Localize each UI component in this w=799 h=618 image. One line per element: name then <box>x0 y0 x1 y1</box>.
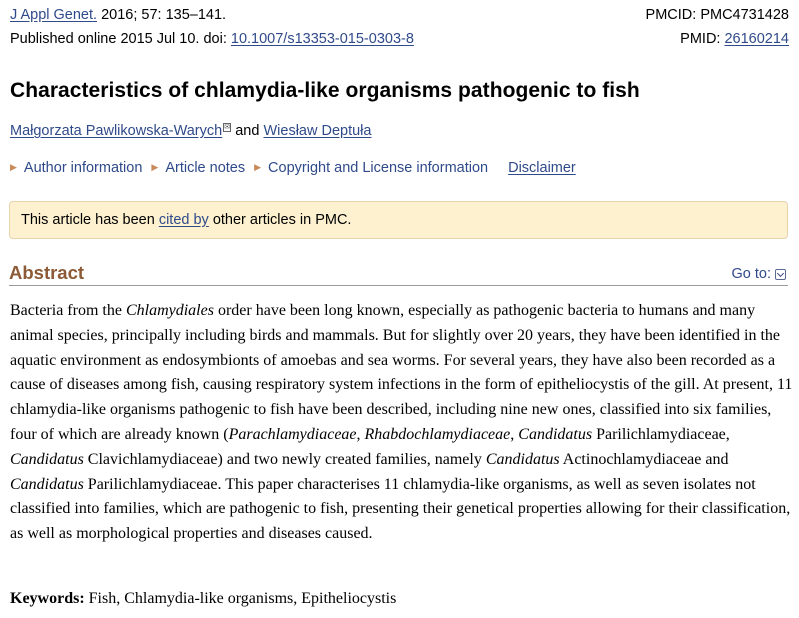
published-text: Published online 2015 Jul 10. doi: <box>10 31 231 47</box>
abstract-paragraph <box>10 299 795 547</box>
journal-link[interactable]: J Appl Genet. <box>10 7 98 23</box>
expand-triangle-icon: ▶ <box>10 162 17 172</box>
abstract-italic-term: Candidatus <box>10 450 84 468</box>
abstract-text: Parilichlamydiaceae. This paper characterises 11 chlamydia-like organisms, as well as seven isolates not classified into families, which are pathogenic to fish, presenting their genetical properties allowing for their classification, as well as morphological properties and diseases caused. <box>10 475 791 543</box>
abstract-text: Bacteria from the <box>10 302 126 319</box>
article-notes-toggle[interactable]: Article notes <box>165 160 246 176</box>
banner-suffix: other articles in PMC. <box>208 212 352 228</box>
pmid <box>680 30 789 48</box>
article-info-nav <box>10 159 576 177</box>
cited-by-link[interactable]: cited by <box>158 212 209 228</box>
published-row <box>10 30 789 48</box>
article-title: Characteristics of chlamydia-like organisms pathogenic to fish <box>10 79 640 102</box>
abstract-text: order have been long known, especially as pathogenic bacteria to humans and many animal species, principally including birds and mammals. But for slightly over 20 years, they have been identified in the aquatic environment as endosymbionts of amoebas and sea worms. For several years, they have also been recorded as a cause of diseases among fish, causing respiratory system infections in the form of epitheliocystis of the gill. At present, 11 chlamydia-like organisms pathogenic to fish have been described, including nine new ones, classified into six families, four of which are already known ( <box>10 302 793 443</box>
doi-link[interactable]: 10.1007/s13353-015-0303-8 <box>230 31 414 47</box>
pmid-link[interactable]: 26160214 <box>724 31 789 47</box>
abstract-italic-term: Rhabdochlamydiaceae <box>364 425 511 443</box>
abstract-italic-term: Chlamydiales <box>125 302 214 319</box>
chevron-down-icon[interactable] <box>775 269 786 280</box>
pmid-label: PMID: <box>680 31 725 47</box>
pmcid: PMCID: PMC4731428 <box>645 7 789 23</box>
author-link[interactable]: Wiesław Deptuła <box>263 123 372 139</box>
abstract-body <box>10 299 795 547</box>
abstract-heading: Abstract <box>9 262 85 283</box>
abstract-italic-term: Parachlamydiaceae <box>228 425 357 443</box>
abstract-italic-term: Candidatus <box>518 425 593 443</box>
expand-triangle-icon: ▶ <box>151 162 159 172</box>
disclaimer-link[interactable]: Disclaimer <box>508 160 576 176</box>
cited-by-banner <box>9 201 788 239</box>
abstract-italic-term: Candidatus <box>10 475 84 493</box>
abstract-italic-term: Candidatus <box>485 450 560 468</box>
goto-menu[interactable] <box>732 265 787 283</box>
abstract-text: Parilichlamydiaceae, <box>592 425 730 443</box>
goto-label: Go to: <box>731 266 771 282</box>
keywords-label: Keywords: <box>10 590 85 607</box>
abstract-text: , <box>510 425 519 443</box>
abstract-text: Actinochlamydiaceae and <box>559 450 729 468</box>
copyright-license-toggle[interactable]: Copyright and License information <box>268 160 489 176</box>
author-list <box>10 122 371 140</box>
abstract-text: , <box>356 425 365 443</box>
expand-triangle-icon: ▶ <box>254 162 262 172</box>
abstract-text: Clavichlamydiaceae) and two newly created families, namely <box>83 450 486 468</box>
author-separator: and <box>235 123 260 139</box>
email-icon[interactable]: ✉ <box>224 124 231 131</box>
author-information-toggle[interactable]: Author information <box>23 160 143 176</box>
author-link[interactable]: Małgorzata Pawlikowska-Warych <box>10 123 223 139</box>
abstract-header <box>9 262 788 286</box>
keywords <box>10 588 396 610</box>
keywords-values: Fish, Chlamydia-like organisms, Epitheliocystis <box>84 590 397 607</box>
citation-details: 2016; 57: 135–141. <box>97 7 227 23</box>
banner-prefix: This article has been <box>21 212 159 228</box>
citation-row <box>10 6 789 24</box>
